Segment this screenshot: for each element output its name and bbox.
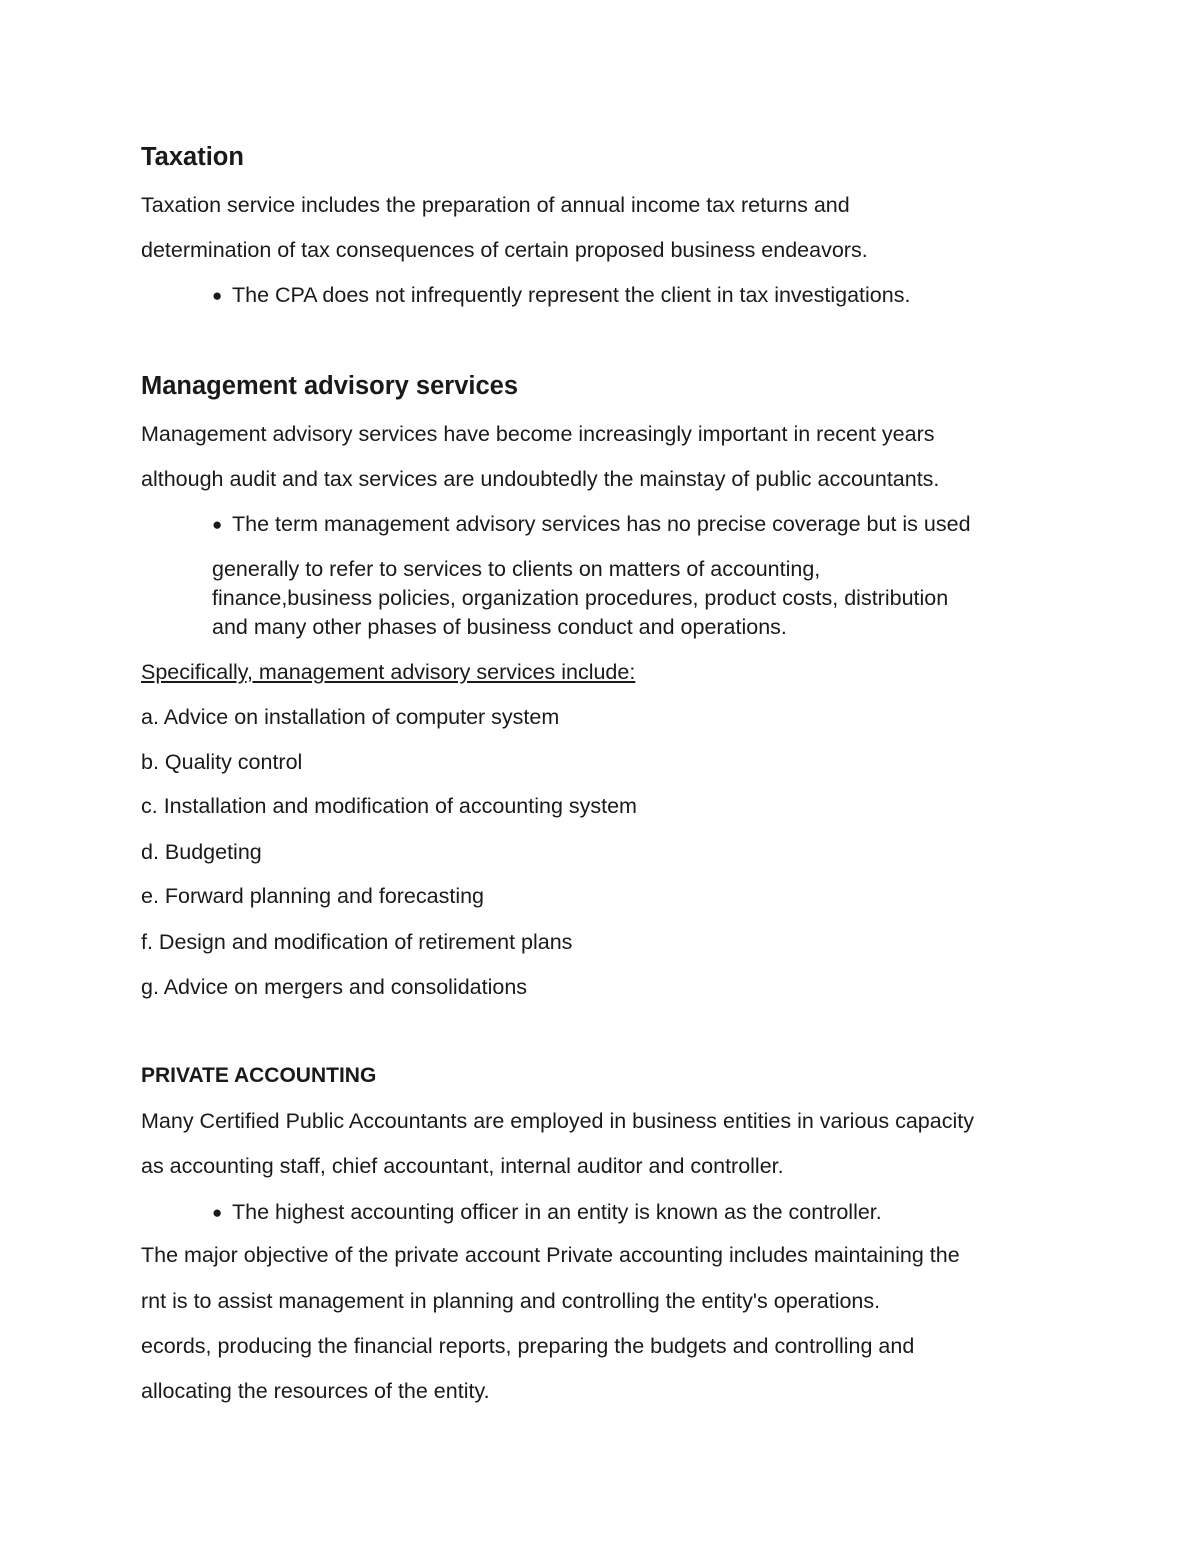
private-paragraph-line-1: Many Certified Public Accountants are employed in business entities in various capacity <box>141 1109 974 1133</box>
mas-list-item: d. Budgeting <box>141 840 262 864</box>
private-paragraph2-line-3: ecords, producing the financial reports, preparing the budgets and controlling and <box>141 1334 915 1358</box>
private-bullet-text: The highest accounting officer in an entity is known as the controller. <box>232 1200 882 1224</box>
mas-list-item: g. Advice on mergers and consolidations <box>141 975 528 999</box>
mas-bullet-line-1 <box>212 510 971 539</box>
mas-list-item: a. Advice on installation of computer system <box>141 705 560 729</box>
bullet-icon: ● <box>212 515 223 534</box>
taxation-heading: Taxation <box>141 143 244 171</box>
private-paragraph2-line-2: rnt is to assist management in planning and controlling the entity's operations. <box>141 1289 881 1313</box>
mas-bullet-line-4: and many other phases of business conduct and operations. <box>212 615 787 639</box>
taxation-paragraph-line-2: determination of tax consequences of certain proposed business endeavors. <box>141 238 868 262</box>
mas-list-item: b. Quality control <box>141 750 303 774</box>
mas-bullet-line-2: generally to refer to services to clients on matters of accounting, <box>212 557 821 581</box>
mas-list-item: f. Design and modification of retirement plans <box>141 930 573 954</box>
mas-paragraph-line-1: Management advisory services have become increasingly important in recent years <box>141 422 935 446</box>
taxation-bullet <box>212 281 910 310</box>
mas-specifically-label: Specifically, management advisory services include: <box>141 660 636 684</box>
private-paragraph2-line-1: The major objective of the private account Private accounting includes maintaining the <box>141 1243 960 1267</box>
bullet-icon: ● <box>212 1203 223 1222</box>
mas-list-item: c. Installation and modification of accounting system <box>141 794 637 818</box>
mas-bullet-line-3: finance,business policies, organization procedures, product costs, distribution <box>212 586 949 610</box>
mas-list-item: e. Forward planning and forecasting <box>141 884 485 908</box>
mas-bullet-text: The term management advisory services has no precise coverage but is used <box>232 512 971 536</box>
mas-heading: Management advisory services <box>141 372 519 400</box>
bullet-icon: ● <box>212 286 223 305</box>
private-accounting-heading: PRIVATE ACCOUNTING <box>141 1064 377 1087</box>
taxation-bullet-text: The CPA does not infrequently represent the client in tax investigations. <box>232 283 911 307</box>
private-paragraph-line-2: as accounting staff, chief accountant, internal auditor and controller. <box>141 1154 784 1178</box>
private-bullet <box>212 1198 882 1227</box>
mas-paragraph-line-2: although audit and tax services are undoubtedly the mainstay of public accountants. <box>141 467 940 491</box>
taxation-paragraph-line-1: Taxation service includes the preparation of annual income tax returns and <box>141 193 850 217</box>
private-paragraph2-line-4: allocating the resources of the entity. <box>141 1379 490 1403</box>
